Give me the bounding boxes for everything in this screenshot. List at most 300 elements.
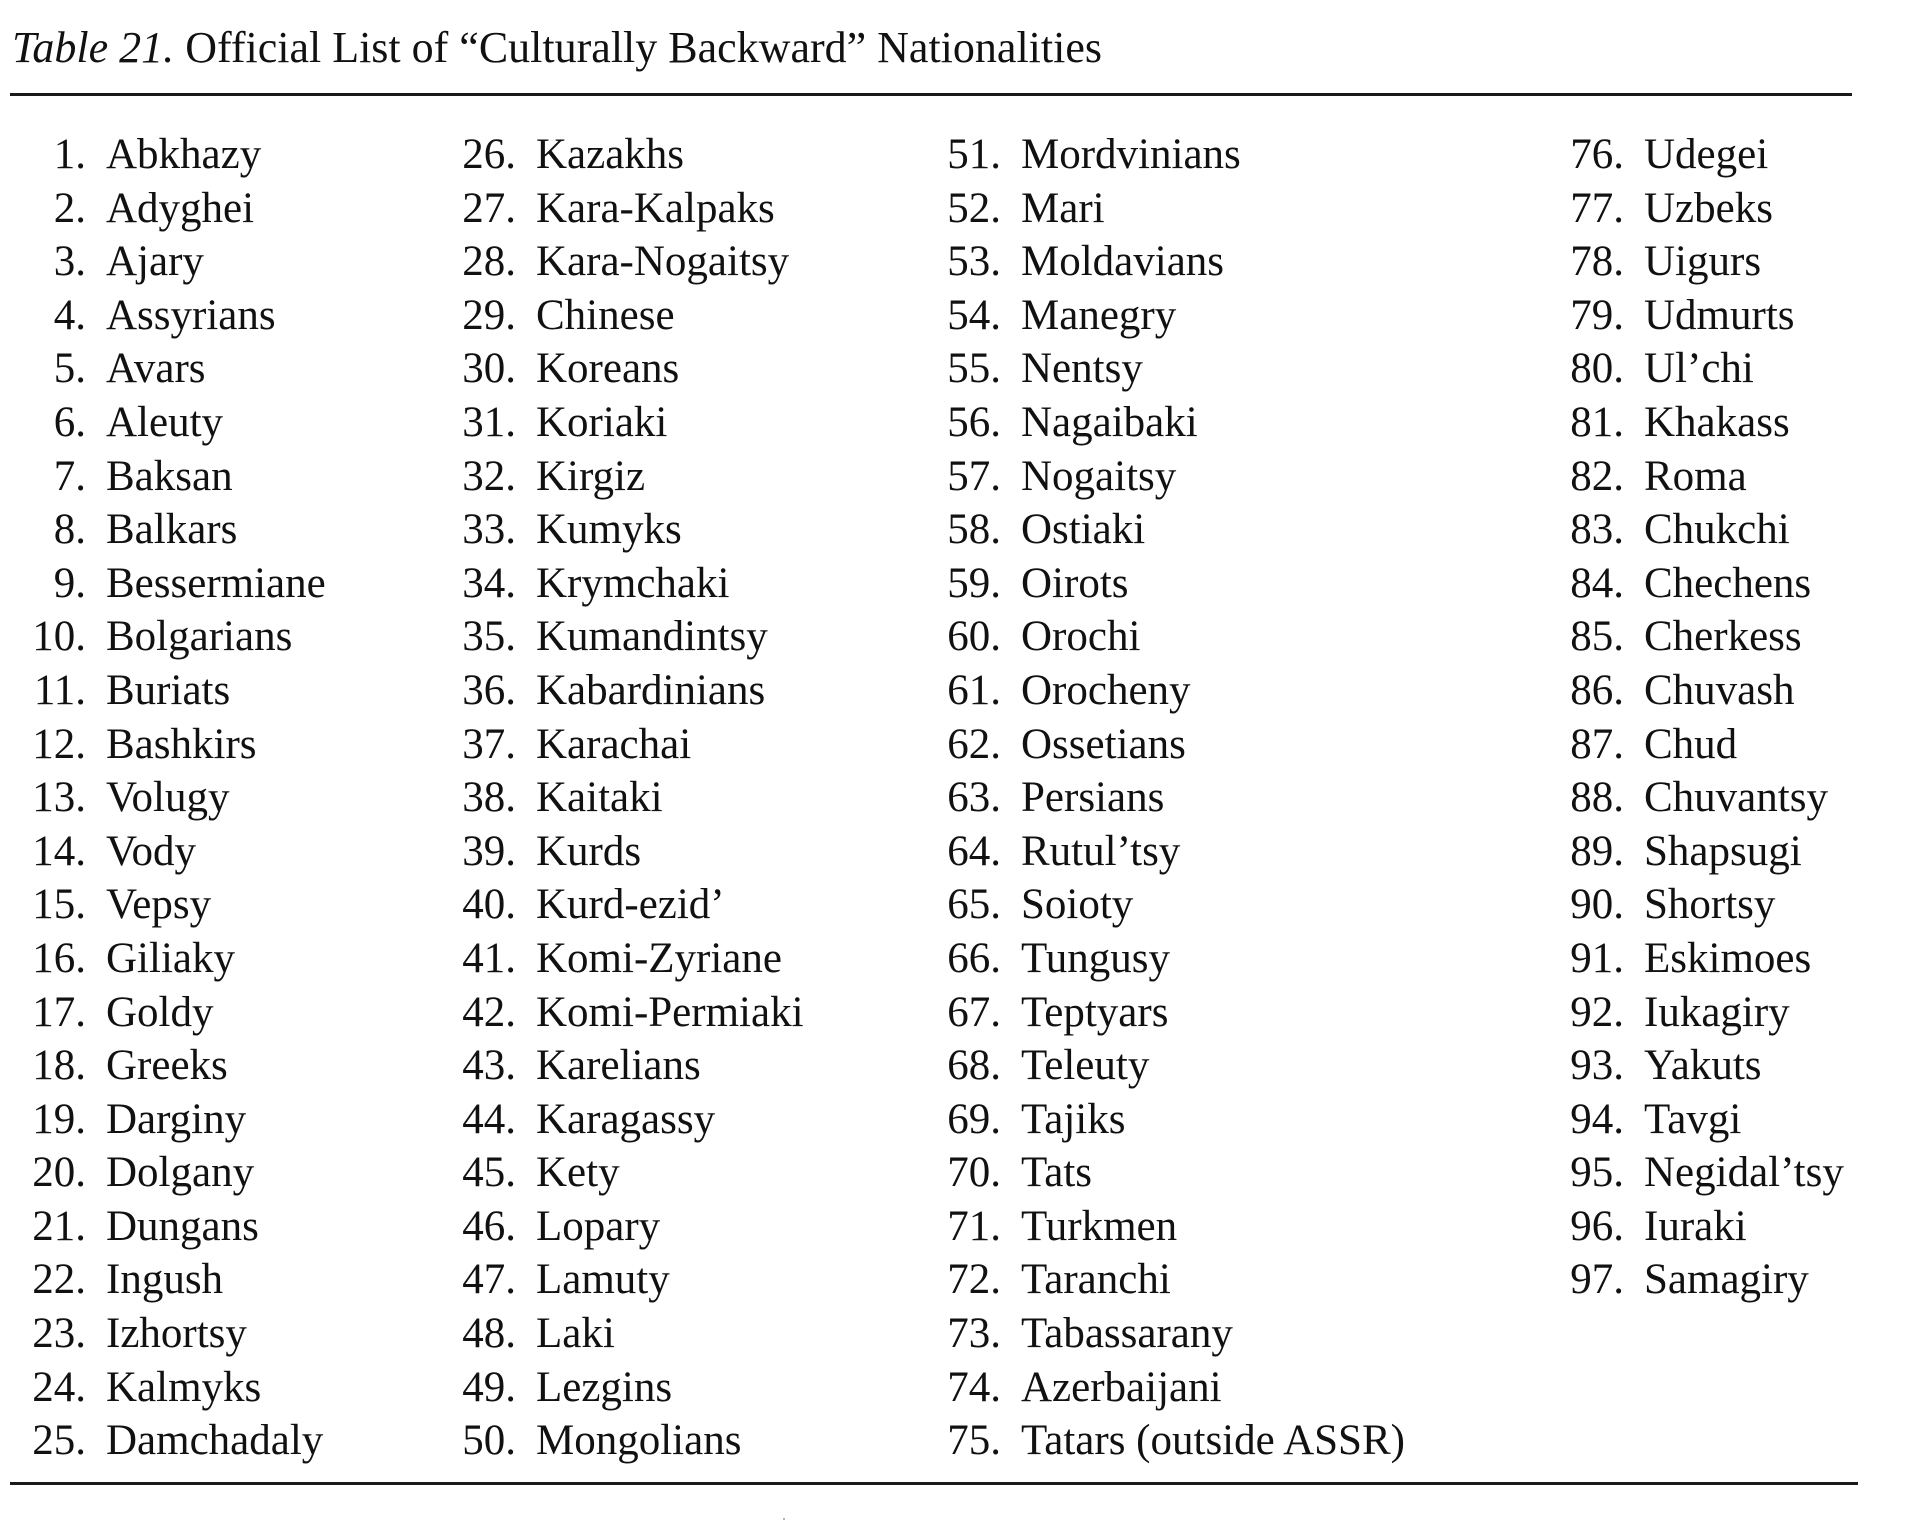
item-number: 84. <box>1570 559 1624 607</box>
item-number: 54. <box>947 291 1001 339</box>
item-number: 16. <box>32 934 86 982</box>
item-number: 11. <box>33 666 86 714</box>
nationality-name: Mordvinians <box>1021 131 1241 178</box>
list-item <box>1548 771 1844 825</box>
nationality-name: Cherkess <box>1644 613 1802 661</box>
nationality-name: Komi-Zyriane <box>536 934 782 982</box>
list-item <box>440 878 804 932</box>
list-item <box>925 342 1405 396</box>
list-item <box>440 557 804 611</box>
item-number: 61. <box>947 666 1001 714</box>
list-item <box>10 289 326 343</box>
nationality-name: Tabassarany <box>1021 1310 1233 1358</box>
item-number: 26. <box>462 131 516 178</box>
nationality-name: Nentsy <box>1021 345 1143 393</box>
nationality-name: Chechens <box>1644 559 1812 607</box>
list-item <box>925 557 1405 611</box>
list-item <box>440 1146 804 1200</box>
nationality-name: Kety <box>536 1149 620 1197</box>
nationality-name: Dungans <box>106 1202 259 1250</box>
list-item <box>1548 503 1844 557</box>
item-number: 39. <box>462 827 516 875</box>
item-number: 27. <box>462 184 516 232</box>
nationality-name: Baksan <box>106 452 233 500</box>
list-item <box>925 1093 1405 1147</box>
item-number: 25. <box>32 1417 86 1465</box>
list-item <box>440 450 804 504</box>
list-item <box>1548 1093 1844 1147</box>
nationality-name: Uigurs <box>1644 238 1762 286</box>
nationality-name: Nogaitsy <box>1021 452 1177 500</box>
item-number: 45. <box>462 1149 516 1197</box>
nationality-name: Balkars <box>106 506 238 554</box>
list-item <box>440 128 804 182</box>
item-number: 41. <box>462 934 516 982</box>
nationality-name: Krymchaki <box>536 559 730 607</box>
list-item <box>10 1093 326 1147</box>
item-number: 44. <box>462 1095 516 1143</box>
item-number: 87. <box>1570 720 1624 768</box>
nationality-name: Buriats <box>106 666 231 714</box>
item-number: 85. <box>1570 613 1624 661</box>
list-item <box>440 986 804 1040</box>
item-number: 29. <box>462 291 516 339</box>
nationality-name: Oirots <box>1021 559 1129 607</box>
list-item <box>925 932 1405 986</box>
item-number: 7. <box>53 452 86 500</box>
item-number: 69. <box>947 1095 1001 1143</box>
nationality-name: Shortsy <box>1644 881 1776 929</box>
list-item <box>1548 610 1844 664</box>
list-item <box>1548 342 1844 396</box>
list-item <box>925 396 1405 450</box>
list-item <box>440 825 804 879</box>
nationality-name: Bolgarians <box>106 613 293 661</box>
list-item <box>1548 235 1844 289</box>
list-item <box>1548 182 1844 236</box>
list-item <box>925 1414 1405 1468</box>
nationality-name: Chuvash <box>1644 666 1795 714</box>
item-number: 51. <box>947 131 1001 178</box>
item-number: 38. <box>462 774 516 822</box>
list-item <box>10 1414 326 1468</box>
item-number: 21. <box>32 1202 86 1250</box>
nationality-name: Volugy <box>106 774 230 822</box>
item-number: 88. <box>1570 774 1624 822</box>
list-item <box>10 1039 326 1093</box>
item-number: 1. <box>53 131 86 178</box>
nationality-name: Assyrians <box>106 291 276 339</box>
nationality-name: Turkmen <box>1021 1202 1178 1250</box>
nationality-name: Chukchi <box>1644 506 1790 554</box>
item-number: 30. <box>462 345 516 393</box>
list-item <box>925 235 1405 289</box>
nationality-name: Uzbeks <box>1644 184 1773 232</box>
nationality-name: Persians <box>1021 774 1165 822</box>
item-number: 48. <box>462 1310 516 1358</box>
list-item <box>1548 1146 1844 1200</box>
nationality-name: Darginy <box>106 1095 247 1143</box>
list-item <box>10 503 326 557</box>
item-number: 5. <box>53 345 86 393</box>
item-number: 91. <box>1570 934 1624 982</box>
list-item <box>10 1146 326 1200</box>
nationality-name: Koriaki <box>536 398 668 446</box>
list-item <box>10 235 326 289</box>
nationality-name: Avars <box>106 345 206 393</box>
item-number: 81. <box>1570 398 1624 446</box>
nationality-name: Orochi <box>1021 613 1141 661</box>
list-item <box>1548 878 1844 932</box>
item-number: 3. <box>53 238 86 286</box>
item-number: 22. <box>32 1256 86 1304</box>
item-number: 17. <box>32 988 86 1036</box>
item-number: 93. <box>1570 1042 1624 1090</box>
item-number: 56. <box>947 398 1001 446</box>
item-number: 52. <box>947 184 1001 232</box>
list-item <box>440 1039 804 1093</box>
list-item <box>10 128 326 182</box>
item-number: 14. <box>32 827 86 875</box>
item-number: 90. <box>1570 881 1624 929</box>
item-number: 57. <box>947 452 1001 500</box>
scan-speck <box>783 1518 785 1520</box>
list-item <box>1548 128 1844 182</box>
list-item <box>925 986 1405 1040</box>
nationality-name: Kabardinians <box>536 666 766 714</box>
item-number: 32. <box>462 452 516 500</box>
item-number: 33. <box>462 506 516 554</box>
nationality-name: Iuraki <box>1644 1202 1747 1250</box>
item-number: 15. <box>32 881 86 929</box>
nationality-name: Kalmyks <box>106 1363 262 1411</box>
list-item <box>10 878 326 932</box>
nationality-name: Tajiks <box>1021 1095 1126 1143</box>
list-item <box>10 342 326 396</box>
nationality-name: Greeks <box>106 1042 228 1090</box>
list-item <box>440 1414 804 1468</box>
top-rule <box>10 93 1852 96</box>
list-item <box>1548 450 1844 504</box>
list-item <box>1548 718 1844 772</box>
list-item <box>1548 396 1844 450</box>
list-item <box>1548 557 1844 611</box>
nationality-name: Bessermiane <box>106 559 326 607</box>
item-number: 96. <box>1570 1202 1624 1250</box>
nationality-name: Adyghei <box>106 184 255 232</box>
nationality-name: Damchadaly <box>106 1417 324 1465</box>
item-number: 19. <box>32 1095 86 1143</box>
item-number: 55. <box>947 345 1001 393</box>
nationality-name: Samagiry <box>1644 1256 1809 1304</box>
list-item <box>1548 1253 1844 1307</box>
item-number: 83. <box>1570 506 1624 554</box>
nationality-name: Azerbaijani <box>1021 1363 1222 1411</box>
nationality-name: Chinese <box>536 291 675 339</box>
item-number: 65. <box>947 881 1001 929</box>
list-item <box>925 610 1405 664</box>
item-number: 79. <box>1570 291 1624 339</box>
item-number: 64. <box>947 827 1001 875</box>
list-item <box>925 1146 1405 1200</box>
item-number: 46. <box>462 1202 516 1250</box>
nationality-name: Koreans <box>536 345 680 393</box>
nationality-name: Udegei <box>1644 131 1769 178</box>
list-item <box>440 1093 804 1147</box>
nationality-name: Lamuty <box>536 1256 670 1304</box>
nationality-name: Kirgiz <box>536 452 646 500</box>
item-number: 18. <box>32 1042 86 1090</box>
item-number: 24. <box>32 1363 86 1411</box>
list-item <box>925 718 1405 772</box>
list-item <box>1548 825 1844 879</box>
item-number: 47. <box>462 1256 516 1304</box>
list-item <box>440 182 804 236</box>
nationality-name: Ajary <box>106 238 204 286</box>
list-item <box>10 664 326 718</box>
list-item <box>925 1361 1405 1415</box>
nationality-name: Soioty <box>1021 881 1134 929</box>
list-item <box>440 289 804 343</box>
item-number: 89. <box>1570 827 1624 875</box>
nationality-name: Lezgins <box>536 1363 673 1411</box>
nationality-name: Yakuts <box>1644 1042 1762 1090</box>
list-item <box>10 1307 326 1361</box>
item-number: 94. <box>1570 1095 1624 1143</box>
item-number: 77. <box>1570 184 1624 232</box>
nationality-name: Kurds <box>536 827 642 875</box>
list-item <box>1548 932 1844 986</box>
list-item <box>440 664 804 718</box>
nationality-name: Vepsy <box>106 881 212 929</box>
list-item <box>440 235 804 289</box>
nationality-name: Kazakhs <box>536 131 685 178</box>
nationality-name: Aleuty <box>106 398 224 446</box>
nationality-name: Roma <box>1644 452 1747 500</box>
item-number: 43. <box>462 1042 516 1090</box>
item-number: 80. <box>1570 345 1624 393</box>
nationality-name: Manegry <box>1021 291 1177 339</box>
item-number: 10. <box>32 613 86 661</box>
table-caption <box>12 18 1102 78</box>
list-item <box>10 396 326 450</box>
nationality-name: Kumandintsy <box>536 613 768 661</box>
nationality-name: Iukagiry <box>1644 988 1790 1036</box>
nationality-name: Ingush <box>106 1256 224 1304</box>
nationality-name: Abkhazy <box>106 131 262 178</box>
nationality-name: Ul’chi <box>1644 345 1754 393</box>
nationality-name: Lopary <box>536 1202 661 1250</box>
nationality-name: Kumyks <box>536 506 682 554</box>
nationality-name: Moldavians <box>1021 238 1225 286</box>
item-number: 92. <box>1570 988 1624 1036</box>
item-number: 63. <box>947 774 1001 822</box>
nationality-name: Ossetians <box>1021 720 1186 768</box>
item-number: 78. <box>1570 238 1624 286</box>
item-number: 20. <box>32 1149 86 1197</box>
nationality-name: Khakass <box>1644 398 1790 446</box>
nationality-name: Kara-Kalpaks <box>536 184 775 232</box>
item-number: 72. <box>947 1256 1001 1304</box>
item-number: 34. <box>462 559 516 607</box>
item-number: 75. <box>947 1417 1001 1465</box>
item-number: 49. <box>462 1363 516 1411</box>
list-item <box>440 771 804 825</box>
item-number: 2. <box>53 184 86 232</box>
list-item <box>440 396 804 450</box>
table-column-2 <box>440 128 804 1468</box>
list-item <box>440 503 804 557</box>
list-item <box>925 182 1405 236</box>
list-item <box>925 289 1405 343</box>
item-number: 35. <box>462 613 516 661</box>
list-item <box>10 610 326 664</box>
item-number: 62. <box>947 720 1001 768</box>
nationality-name: Dolgany <box>106 1149 255 1197</box>
nationality-name: Rutul’tsy <box>1021 827 1181 875</box>
nationality-name: Taranchi <box>1021 1256 1171 1304</box>
nationality-name: Teptyars <box>1021 988 1169 1036</box>
item-number: 28. <box>462 238 516 286</box>
nationality-name: Ostiaki <box>1021 506 1146 554</box>
list-item <box>10 986 326 1040</box>
nationality-name: Bashkirs <box>106 720 257 768</box>
list-item <box>1548 1200 1844 1254</box>
nationality-name: Laki <box>536 1310 615 1358</box>
list-item <box>925 1039 1405 1093</box>
list-item <box>925 771 1405 825</box>
list-item <box>925 1200 1405 1254</box>
nationality-name: Kara-Nogaitsy <box>536 238 790 286</box>
item-number: 59. <box>947 559 1001 607</box>
list-item <box>440 932 804 986</box>
nationality-name: Goldy <box>106 988 214 1036</box>
list-item <box>10 1200 326 1254</box>
list-item <box>10 825 326 879</box>
list-item <box>925 128 1405 182</box>
item-number: 95. <box>1570 1149 1624 1197</box>
item-number: 31. <box>462 398 516 446</box>
item-number: 8. <box>53 506 86 554</box>
nationality-name: Negidal’tsy <box>1644 1149 1844 1197</box>
nationality-name: Karelians <box>536 1042 701 1090</box>
list-item <box>1548 1039 1844 1093</box>
item-number: 13. <box>32 774 86 822</box>
item-number: 73. <box>947 1310 1001 1358</box>
item-number: 36. <box>462 666 516 714</box>
item-number: 66. <box>947 934 1001 982</box>
list-item <box>440 1200 804 1254</box>
nationality-name: Mongolians <box>536 1417 742 1465</box>
item-number: 86. <box>1570 666 1624 714</box>
item-number: 67. <box>947 988 1001 1036</box>
item-number: 71. <box>947 1202 1001 1250</box>
item-number: 97. <box>1570 1256 1624 1304</box>
nationality-name: Izhortsy <box>106 1310 247 1358</box>
list-item <box>10 182 326 236</box>
list-item <box>925 878 1405 932</box>
list-item <box>925 503 1405 557</box>
list-item <box>10 450 326 504</box>
list-item <box>1548 289 1844 343</box>
item-number: 74. <box>947 1363 1001 1411</box>
nationality-name: Mari <box>1021 184 1105 232</box>
nationality-name: Tavgi <box>1644 1095 1742 1143</box>
table-title: Official List of “Culturally Backward” Nationalities <box>185 23 1102 72</box>
item-number: 53. <box>947 238 1001 286</box>
nationality-name: Karachai <box>536 720 692 768</box>
nationality-name: Karagassy <box>536 1095 716 1143</box>
item-number: 23. <box>32 1310 86 1358</box>
nationality-name: Teleuty <box>1021 1042 1150 1090</box>
nationality-name: Tats <box>1021 1149 1093 1197</box>
list-item <box>440 718 804 772</box>
list-item <box>1548 664 1844 718</box>
list-item <box>10 932 326 986</box>
item-number: 37. <box>462 720 516 768</box>
table-column-4 <box>1548 128 1844 1307</box>
item-number: 42. <box>462 988 516 1036</box>
item-number: 6. <box>53 398 86 446</box>
nationality-name: Orocheny <box>1021 666 1191 714</box>
nationality-name: Nagaibaki <box>1021 398 1198 446</box>
item-number: 40. <box>462 881 516 929</box>
item-number: 60. <box>947 613 1001 661</box>
table-label: Table 21. <box>12 23 175 72</box>
item-number: 9. <box>53 559 86 607</box>
list-item <box>440 1361 804 1415</box>
item-number: 68. <box>947 1042 1001 1090</box>
nationality-name: Giliaky <box>106 934 235 982</box>
nationality-name: Eskimoes <box>1644 934 1812 982</box>
list-item <box>10 1361 326 1415</box>
nationality-name: Udmurts <box>1644 291 1795 339</box>
list-item <box>10 771 326 825</box>
list-item <box>1548 986 1844 1040</box>
nationality-name: Kurd-ezid’ <box>536 881 725 929</box>
table-column-1 <box>10 128 326 1468</box>
list-item <box>925 664 1405 718</box>
nationality-name: Kaitaki <box>536 774 663 822</box>
nationality-name: Komi-Permiaki <box>536 988 804 1036</box>
nationality-name: Shapsugi <box>1644 827 1802 875</box>
list-item <box>925 1253 1405 1307</box>
table-column-3 <box>925 128 1405 1468</box>
bottom-rule <box>10 1482 1858 1485</box>
nationality-name: Tatars (outside ASSR) <box>1021 1417 1405 1465</box>
list-item <box>10 557 326 611</box>
list-item <box>440 610 804 664</box>
list-item <box>925 825 1405 879</box>
nationality-name: Tungusy <box>1021 934 1170 982</box>
list-item <box>440 1253 804 1307</box>
item-number: 4. <box>53 291 86 339</box>
nationality-name: Vody <box>106 827 197 875</box>
item-number: 58. <box>947 506 1001 554</box>
item-number: 76. <box>1570 131 1624 178</box>
list-item <box>925 1307 1405 1361</box>
list-item <box>10 718 326 772</box>
item-number: 82. <box>1570 452 1624 500</box>
item-number: 12. <box>32 720 86 768</box>
list-item <box>440 1307 804 1361</box>
list-item <box>10 1253 326 1307</box>
list-item <box>925 450 1405 504</box>
list-item <box>440 342 804 396</box>
item-number: 50. <box>462 1417 516 1465</box>
nationality-name: Chud <box>1644 720 1738 768</box>
item-number: 70. <box>947 1149 1001 1197</box>
